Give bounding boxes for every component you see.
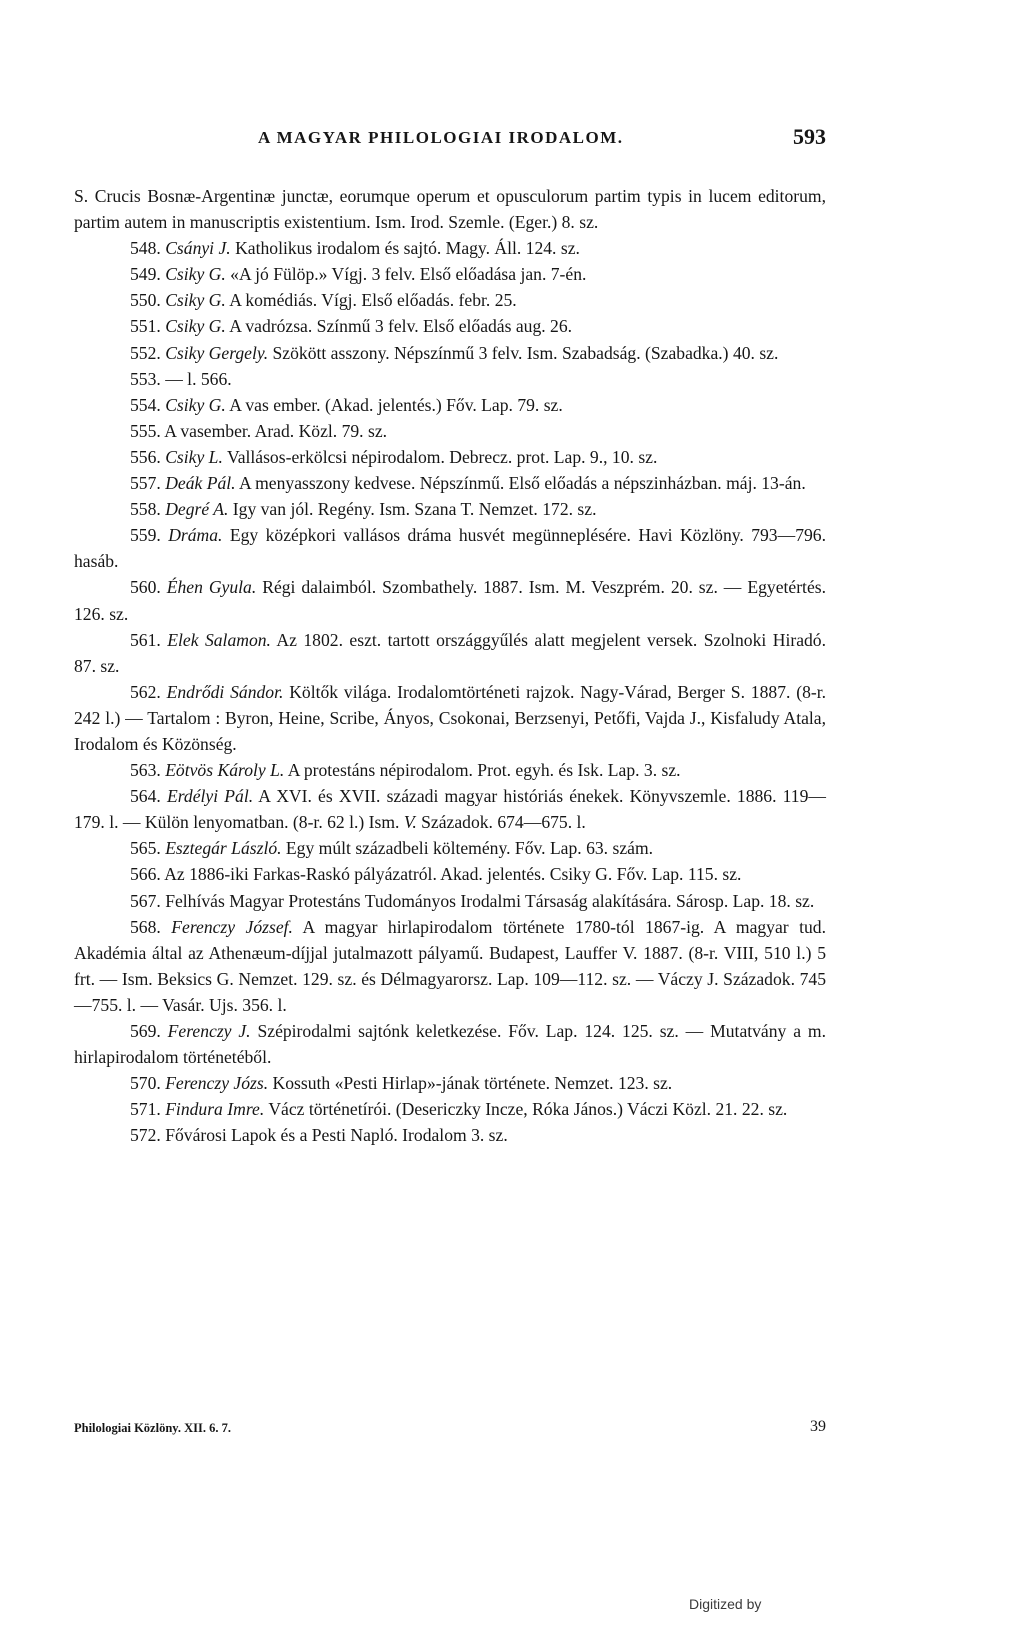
author-name: Ferenczy József. [171,916,293,937]
entry-text: 562. [130,681,167,702]
bibliography-entry [74,888,826,914]
bibliography-entry [74,183,826,235]
bibliography-entry [74,522,826,574]
entry-text: Az 1802. eszt. tartott országgyűlés alatt megjelent versek. Szolnoki Hiradó. 87. sz. [74,629,826,676]
entry-text: Egy múlt századbeli költemény. Főv. Lap. 63. szám. [281,838,654,859]
author-name: Deák Pál. [165,473,236,494]
author-name: Csiky G. [165,316,226,337]
author-name: Degré A. [165,499,229,520]
bibliography-entry [74,574,826,626]
entry-text: «A jó Fülöp.» Vígj. 3 felv. Első előadása jan. 7-én. [225,264,587,285]
author-name: Erdélyi Pál. [166,786,254,807]
author-name: Csiky G. [165,394,226,415]
entry-text: 551. [130,316,166,337]
bibliography-entry [74,1018,826,1070]
entry-text: 548. [130,238,166,259]
entry-text: Katholikus irodalom és sajtó. Magy. Áll. 124. sz. [230,238,580,259]
entry-text: Szépirodalmi sajtónk keletkezése. Főv. Lap. 124. 125. sz. — Mutatvány a m. hirlapirodalom történetéből. [74,1021,826,1068]
author-name: Csiky Gergely. [165,342,269,363]
bibliography-entry [74,627,826,679]
entry-text: 553. — l. 566. [130,368,232,389]
entry-text: A vadrózsa. Színmű 3 felv. Első előadás aug. 26. [225,316,573,337]
running-head [74,124,826,158]
bibliography-entry [74,1122,826,1148]
entry-text: Vácz történetírói. (Desericzky Incze, Róka János.) Váczi Közl. 21. 22. sz. [264,1099,788,1120]
author-name: Findura Imre. [165,1099,265,1120]
entry-text: 570. [130,1073,166,1094]
entry-text: 572. Fővárosi Lapok és a Pesti Napló. Irodalom 3. sz. [130,1125,508,1146]
bibliography-entry [74,366,826,392]
bibliography-entry [74,1096,826,1122]
entry-text: A XVI. és XVII. századi magyar históriás énekek. Könyvszemle. 1886. 119—179. l. — Külön lenyomatban. (8-r. 62 l.) Ism. [74,786,826,833]
bibliography-entry [74,470,826,496]
bibliography-entry [74,444,826,470]
author-name: Éhen Gyula. [166,577,257,598]
entry-text: 552. [130,342,166,363]
entry-text: 564. [130,786,167,807]
entry-text: A komédiás. Vígj. Első előadás. febr. 25. [225,290,517,311]
entry-text: Egy középkori vallásos dráma husvét megünneplésére. Havi Közlöny. 793—796. hasáb. [74,525,826,572]
entry-text: Vallásos-erkölcsi népirodalom. Debrecz. prot. Lap. 9., 10. sz. [222,446,658,467]
entry-text: Kossuth «Pesti Hirlap»-jának története. Nemzet. 123. sz. [268,1073,673,1094]
entry-text: Régi dalaimból. Szombathely. 1887. Ism. M. Veszprém. 20. sz. — Egyetértés. 126. sz. [74,577,826,624]
sheet-number: 39 [810,1418,826,1435]
bibliography-entries [74,183,826,1148]
entry-text: A magyar hirlapirodalom története 1780-tól 1867-ig. A magyar tud. Akadémia által az Athenæum-díjjal jutalmazott pályamű. Budapest, Lauffer V. 1887. (8-r. VIII, 510 l.) 5 frt. — Ism. Beksics G. Nemzet. 129. sz. és Délmagyarorsz. Lap. 109—112. sz. — Váczy J. Századok. 745—755. l. — Vasár. Ujs. 356. l. [74,916,827,1015]
entry-text: Igy van jól. Regény. Ism. Szana T. Nemzet. 172. sz. [228,499,597,520]
entry-text: 568. [130,916,172,937]
sheet-signature: Philologiai Közlöny. XII. 6. 7. [74,1421,231,1435]
entry-text: 557. [130,473,166,494]
digitized-watermark: Digitized by [689,1596,762,1612]
author-name: Csiky L. [165,446,223,467]
entry-text: S. Crucis Bosnæ-Argentinæ junctæ, eorumque operum et opusculorum partim typis in lucem editorum, partim autem in manuscriptis existentium. Ism. Irod. Szemle. (Eger.) 8. sz. [74,186,826,233]
bibliography-entry [74,679,826,757]
author-name: Ferenczy J. [167,1021,251,1041]
entry-text: 571. [130,1099,166,1120]
bibliography-entry [74,235,826,261]
entry-text: Költők világa. Irodalomtörténeti rajzok. Nagy-Várad, Berger S. 1887. (8-r. 242 l.) — Tartalom : Byron, Heine, Scribe, Ányos, Csokonai, Berzsenyi, Petőfi, Vajda J., Kisfaludy Atala, Irodalom és Közönség. [74,681,827,754]
entry-text: 561. [130,629,168,650]
author-name: Csiky G. [165,264,226,285]
bibliography-entry [74,861,826,887]
author-name: Dráma. [168,525,223,546]
bibliography-entry [74,757,826,783]
author-name: V. [403,812,417,833]
bibliography-entry [74,914,826,1018]
entry-text: Századok. 674—675. l. [416,812,586,833]
entry-text: 558. [130,499,166,520]
entry-text: A vas ember. (Akad. jelentés.) Főv. Lap. 79. sz. [225,394,563,415]
entry-text: 559. [130,525,169,546]
author-name: Esztegár László. [165,838,282,859]
bibliography-entry [74,835,826,861]
bibliography-entry [74,287,826,313]
entry-text: A menyasszony kedvese. Népszínmű. Első előadás a népszinházban. máj. 13-án. [235,473,806,494]
bibliography-entry [74,496,826,522]
page-footer [74,1418,826,1444]
running-title: A MAGYAR PHILOLOGIAI IRODALOM. [258,128,624,147]
bibliography-entry [74,392,826,418]
bibliography-entry [74,340,826,366]
entry-text: 569. [130,1021,168,1041]
author-name: Ferenczy Józs. [165,1073,269,1094]
entry-text: 567. Felhívás Magyar Protestáns Tudományos Irodalmi Társaság alakítására. Sárosp. Lap. 18. sz. [130,890,815,911]
entry-text: 566. Az 1886-iki Farkas-Raskó pályázatról. Akad. jelentés. Csiky G. Főv. Lap. 115. sz. [130,864,742,885]
bibliography-entry [74,261,826,287]
author-name: Eötvös Károly L. [165,760,285,781]
page-number: 593 [793,124,826,149]
entry-text: 555. A vasember. Arad. Közl. 79. sz. [130,420,388,441]
entry-text: 550. [130,290,166,311]
bibliography-entry [74,418,826,444]
author-name: Csányi J. [165,238,231,259]
entry-text: A protestáns népirodalom. Prot. egyh. és Isk. Lap. 3. sz. [284,760,681,781]
entry-text: 563. [130,760,166,781]
bibliography-entry [74,1070,826,1096]
entry-text: Szökött asszony. Népszínmű 3 felv. Ism. Szabadság. (Szabadka.) 40. sz. [268,342,779,363]
bibliography-entry [74,313,826,339]
entry-text: 554. [130,394,166,415]
entry-text: 549. [130,264,166,285]
author-name: Csiky G. [165,290,226,311]
author-name: Elek Salamon. [167,629,271,650]
entry-text: 560. [130,577,167,598]
author-name: Endrődi Sándor. [166,681,284,702]
entry-text: 565. [130,838,166,859]
bibliography-entry [74,783,826,835]
entry-text: 556. [130,446,166,467]
